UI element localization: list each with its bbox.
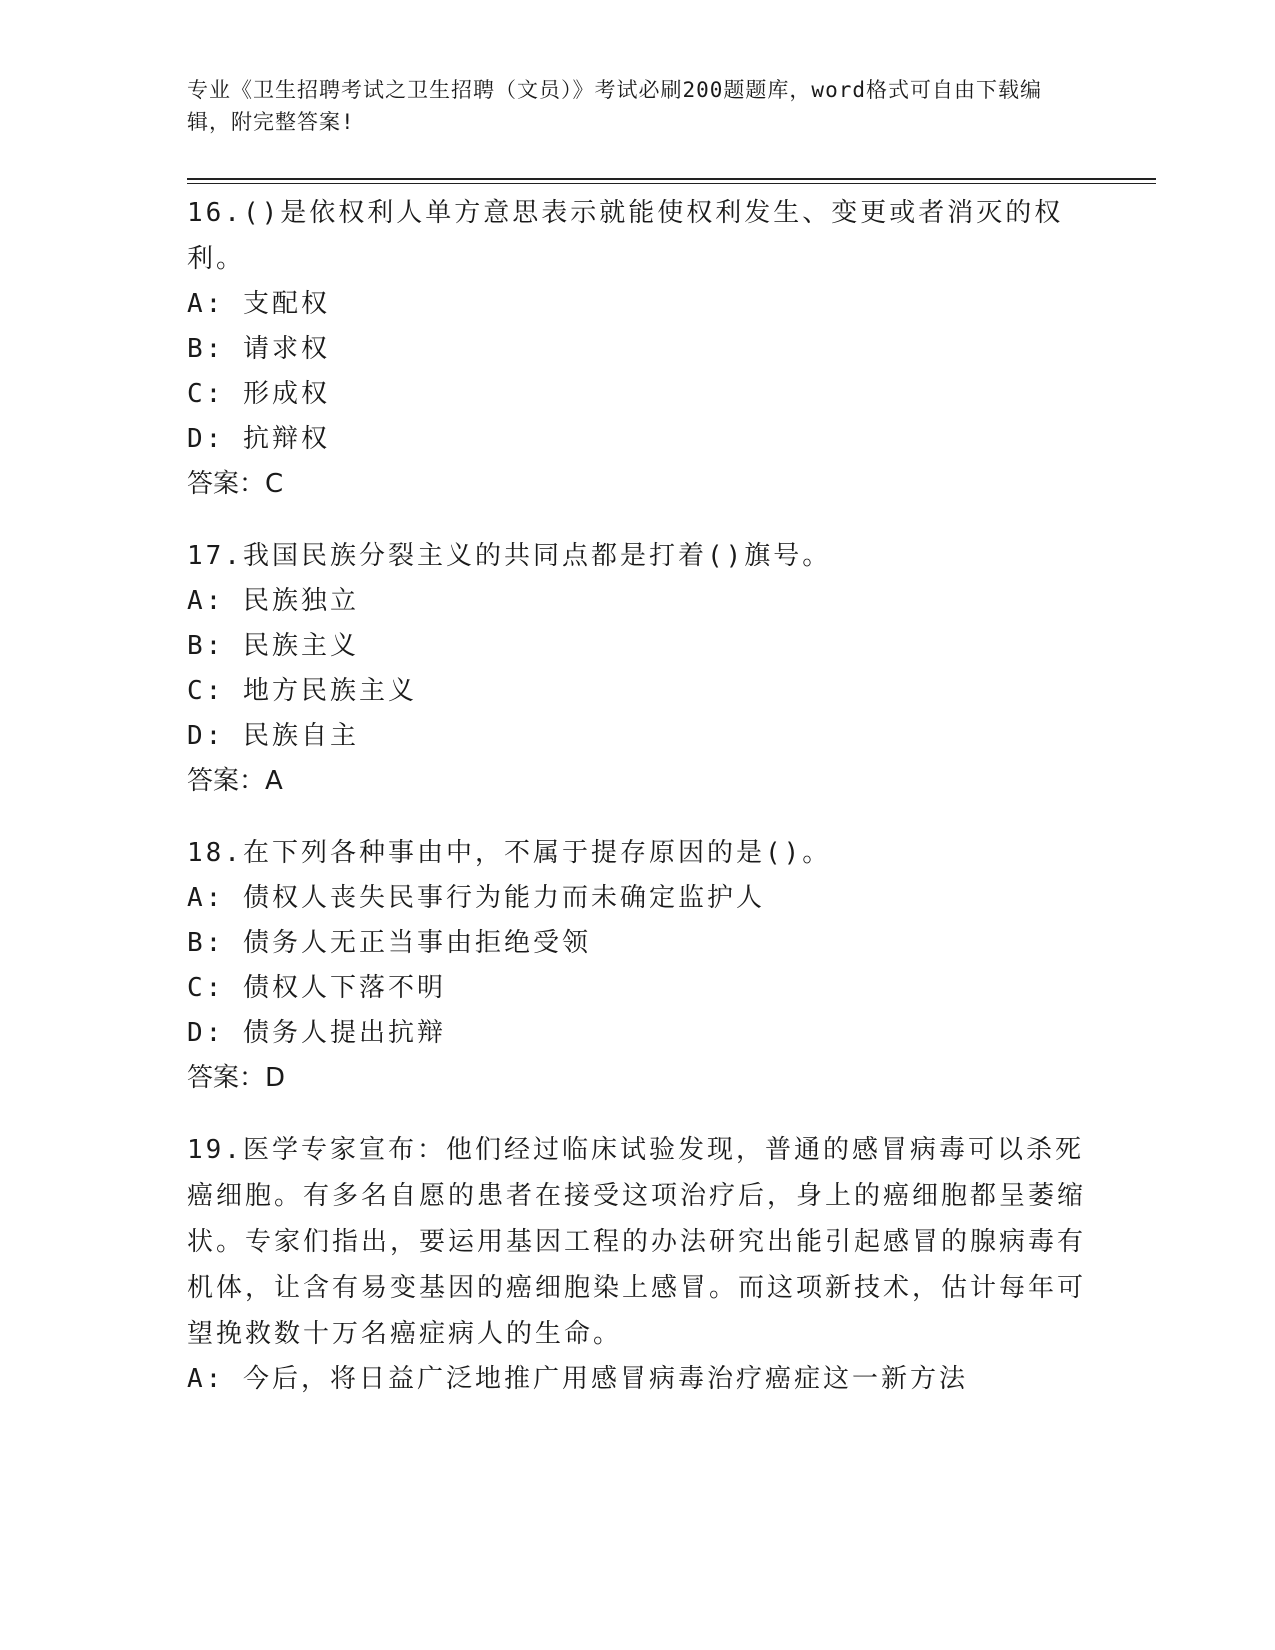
question-19 [187, 1127, 1087, 1402]
question-18 [187, 830, 1087, 1101]
option-c: C: 形成权 [187, 379, 330, 409]
option-a: A: 今后，将日益广泛地推广用感冒病毒治疗癌症这一新方法 [187, 1364, 968, 1394]
question-stem: 17.我国民族分裂主义的共同点都是打着()旗号。 [187, 541, 832, 571]
question-stem: 18.在下列各种事由中，不属于提存原因的是()。 [187, 838, 832, 868]
header-divider [187, 178, 1156, 180]
header-divider-thin [187, 183, 1156, 184]
option-b: B: 民族主义 [187, 631, 359, 661]
option-d: D: 抗辩权 [187, 424, 330, 454]
question-stem: 16.()是依权利人单方意思表示就能使权利发生、变更或者消灭的权利。 [187, 198, 1064, 274]
answer: 答案：A [187, 766, 283, 796]
option-a: A: 民族独立 [187, 586, 359, 616]
option-c: C: 地方民族主义 [187, 676, 417, 706]
question-16 [187, 190, 1087, 507]
option-b: B: 请求权 [187, 334, 330, 364]
option-a: A: 债权人丧失民事行为能力而未确定监护人 [187, 883, 765, 913]
option-b: B: 债务人无正当事由拒绝受领 [187, 928, 591, 958]
option-c: C: 债权人下落不明 [187, 973, 446, 1003]
question-17 [187, 533, 1087, 804]
question-stem: 19.医学专家宣布：他们经过临床试验发现，普通的感冒病毒可以杀死癌细胞。有多名自愿的患者在接受这项治疗后，身上的癌细胞都呈萎缩状。专家们指出，要运用基因工程的办法研究出能引起感冒的腺病毒有机体，让含有易变基因的癌细胞染上感冒。而这项新技术，估计每年可望挽救数十万名癌症病人的生命。 [187, 1135, 1087, 1349]
answer: 答案：C [187, 469, 284, 499]
document-header: 专业《卫生招聘考试之卫生招聘（文员）》考试必刷200题题库，word格式可自由下载编辑，附完整答案! [187, 78, 1042, 134]
answer: 答案：D [187, 1063, 286, 1093]
option-a: A: 支配权 [187, 289, 330, 319]
option-d: D: 债务人提出抗辩 [187, 1018, 446, 1048]
question-list [187, 190, 1087, 1428]
option-d: D: 民族自主 [187, 721, 359, 751]
